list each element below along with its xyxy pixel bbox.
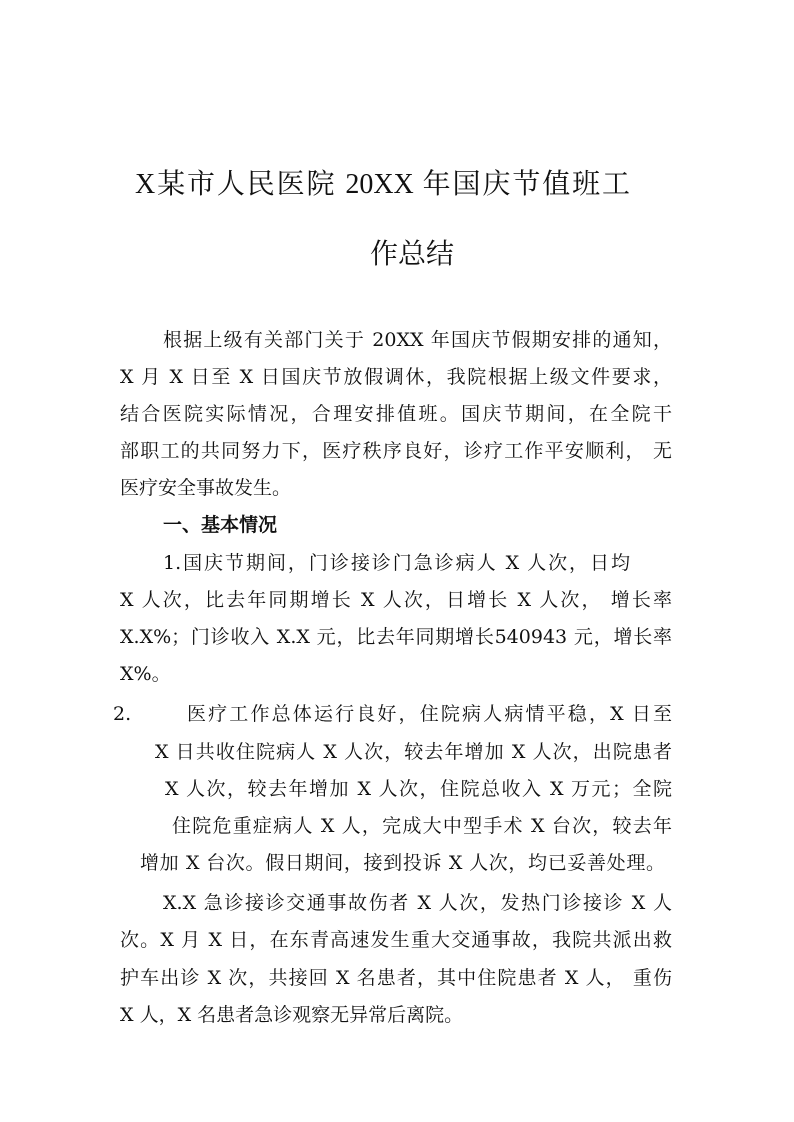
item2-line: X 人次，较去年增加 X 人次，住院总收入 X 万元；全院: [165, 778, 672, 800]
intro-line: 部职工的共同努力下，医疗秩序良好，诊疗工作平安顺利， 无: [120, 440, 672, 462]
item2-line: 增加 X 台次。假日期间，接到投诉 X 人次，均已妥善处理。: [140, 852, 665, 874]
item2-line: X 日共收住院病人 X 人次，较去年增加 X 人次，出院患者: [155, 741, 672, 763]
intro-line: 根据上级有关部门关于 20XX 年国庆节假期安排的通知，: [163, 329, 672, 351]
item1-line: 1.国庆节期间，门诊接诊门急诊病人 X 人次，日均: [163, 552, 630, 574]
intro-line: X 月 X 日至 X 日国庆节放假调休，我院根据上级文件要求，: [120, 366, 672, 388]
item2-line: 住院危重症病人 X 人，完成大中型手术 X 台次，较去年: [172, 815, 672, 837]
item3-line: 次。X 月 X 日，在东青高速发生重大交通事故，我院共派出救: [120, 929, 672, 951]
section-heading: 一、基本情况: [163, 514, 278, 536]
item3-line: X.X 急诊接诊交通事故伤者 X 人次，发热门诊接诊 X 人: [163, 892, 672, 914]
item1-line: X 人次，比去年同期增长 X 人次，日增长 X 人次， 增长率: [120, 589, 672, 611]
item3-line: X 人，X 名患者急诊观察无异常后离院。: [120, 1004, 464, 1026]
item3-line: 护车出诊 X 次，共接回 X 名患者，其中住院患者 X 人， 重伤: [120, 967, 672, 989]
item2-number: 2.: [113, 703, 132, 725]
document-title-line-1: X某市人民医院 20XX 年国庆节值班工: [135, 169, 630, 200]
item1-line: X%。: [120, 663, 171, 685]
item1-line: X.X%；门诊收入 X.X 元，比去年同期增长540943 元，增长率: [120, 626, 672, 648]
item2-line: 医疗工作总体运行良好，住院病人病情平稳，X 日至: [187, 703, 672, 725]
document-title-line-2: 作总结: [370, 239, 455, 270]
intro-line: 医疗安全事故发生。: [120, 477, 292, 499]
intro-line: 结合医院实际情况，合理安排值班。国庆节期间，在全院干: [120, 403, 672, 425]
